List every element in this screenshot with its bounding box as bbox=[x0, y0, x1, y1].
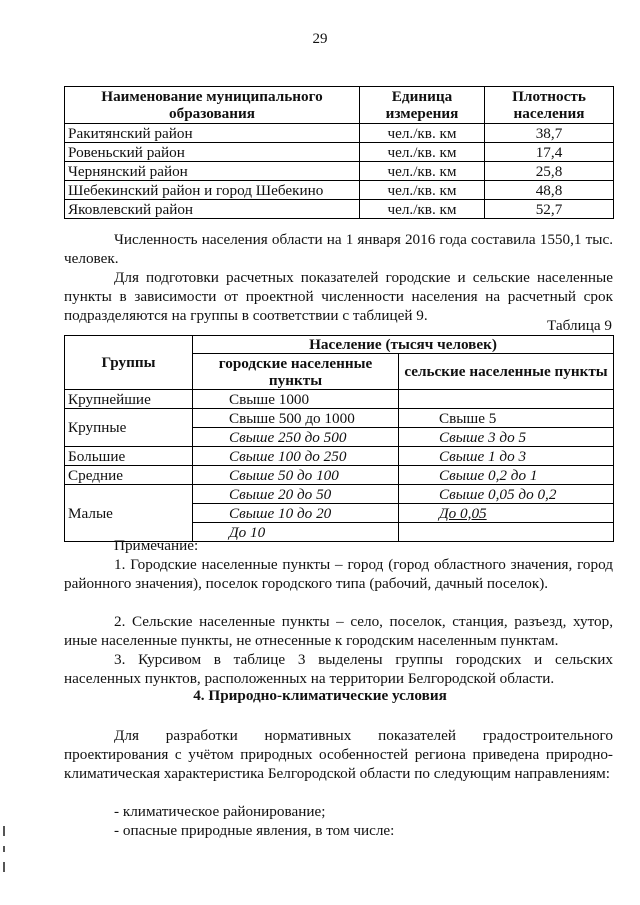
municipality-name: Чернянский район bbox=[65, 162, 360, 181]
density-value: 52,7 bbox=[485, 200, 614, 219]
table-row bbox=[65, 390, 614, 409]
urban-cell: Свыше 10 до 20 bbox=[193, 504, 399, 523]
municipality-name: Ровеньский район bbox=[65, 143, 360, 162]
group-largest: Крупнейшие bbox=[65, 390, 193, 409]
table-row bbox=[65, 485, 614, 504]
group-large: Крупные bbox=[65, 409, 193, 447]
group-small: Малые bbox=[65, 485, 193, 542]
unit-cell: чел./кв. км bbox=[360, 143, 485, 162]
density-table-header bbox=[65, 87, 614, 124]
group-big: Большие bbox=[65, 447, 193, 466]
unit-cell: чел./кв. км bbox=[360, 162, 485, 181]
table-row bbox=[65, 143, 614, 162]
page-number: 29 bbox=[312, 31, 328, 47]
urban-cell: Свыше 100 до 250 bbox=[193, 447, 399, 466]
municipality-name: Ракитянский район bbox=[65, 124, 360, 143]
rural-cell: До 0,05 bbox=[399, 504, 614, 523]
header-municipality: Наименование муниципального образования bbox=[65, 87, 360, 124]
note-1: 1. Городские населенные пункты – город (город областного значения, город районного значения), поселок городского типа (рабочий, дачный поселок). bbox=[64, 556, 613, 592]
urban-cell: Свыше 1000 bbox=[193, 390, 399, 409]
group-medium: Средние bbox=[65, 466, 193, 485]
table-row bbox=[65, 466, 614, 485]
note-title: Примечание: bbox=[114, 537, 199, 554]
bullet-hazards: - опасные природные явления, в том числе: bbox=[114, 822, 395, 839]
rural-cell: Свыше 3 до 5 bbox=[399, 428, 614, 447]
density-value: 25,8 bbox=[485, 162, 614, 181]
scan-margin-mark bbox=[3, 826, 5, 836]
section-heading: 4. Природно-климатические условия bbox=[193, 687, 447, 704]
urban-cell: Свыше 500 до 1000 bbox=[193, 409, 399, 428]
municipality-name: Яковлевский район bbox=[65, 200, 360, 219]
rural-cell: Свыше 0,2 до 1 bbox=[399, 466, 614, 485]
table-header-row bbox=[65, 336, 614, 354]
urban-cell: Свыше 20 до 50 bbox=[193, 485, 399, 504]
municipality-name: Шебекинский район и город Шебекино bbox=[65, 181, 360, 200]
unit-cell: чел./кв. км bbox=[360, 124, 485, 143]
density-value: 38,7 bbox=[485, 124, 614, 143]
rural-cell bbox=[399, 390, 614, 409]
unit-cell: чел./кв. км bbox=[360, 200, 485, 219]
header-groups: Группы bbox=[65, 336, 193, 390]
density-table bbox=[64, 86, 614, 219]
population-paragraph: Численность населения области на 1 января 2016 года составила 1550,1 тыс. человек. bbox=[64, 231, 613, 267]
table-caption: Таблица 9 bbox=[547, 317, 612, 334]
rural-cell: Свыше 1 до 3 bbox=[399, 447, 614, 466]
table-row bbox=[65, 447, 614, 466]
grouping-paragraph: Для подготовки расчетных показателей городские и сельские населенные пункты в зависимости от проектной численности населения на расчетный срок подразделяются на группы в соответствии с таблицей 9. bbox=[64, 269, 613, 324]
density-value: 17,4 bbox=[485, 143, 614, 162]
urban-cell: Свыше 250 до 500 bbox=[193, 428, 399, 447]
bullet-climate-zoning: - климатическое районирование; bbox=[114, 803, 326, 820]
table-row bbox=[65, 162, 614, 181]
header-urban: городские населенные пункты bbox=[193, 354, 399, 390]
header-density: Плотность населения bbox=[485, 87, 614, 124]
table-row bbox=[65, 409, 614, 428]
table-row bbox=[65, 181, 614, 200]
urban-cell: Свыше 50 до 100 bbox=[193, 466, 399, 485]
note-2: 2. Сельские населенные пункты – село, поселок, станция, разъезд, хутор, иные населенные пункты, не отнесенные к городским населенным пунктам. bbox=[64, 613, 613, 649]
scan-margin-mark bbox=[3, 862, 5, 872]
settlement-groups-table bbox=[64, 335, 614, 542]
header-unit: Единица измерения bbox=[360, 87, 485, 124]
climate-paragraph: Для разработки нормативных показателей градостроительного проектирования с учётом природных особенностей региона приведена природно-климатическая характеристика Белгородской области по следующим направлениям: bbox=[64, 727, 613, 782]
urban-cell: До 10 bbox=[193, 523, 399, 542]
header-population: Население (тысяч человек) bbox=[193, 336, 614, 354]
table-row bbox=[65, 200, 614, 219]
header-rural: сельские населенные пункты bbox=[399, 354, 614, 390]
scan-margin-mark bbox=[3, 846, 5, 852]
note-3: 3. Курсивом в таблице 3 выделены группы городских и сельских населенных пунктов, расположенных на территории Белгородской области. bbox=[64, 651, 613, 687]
unit-cell: чел./кв. км bbox=[360, 181, 485, 200]
rural-cell: Свыше 0,05 до 0,2 bbox=[399, 485, 614, 504]
rural-cell: Свыше 5 bbox=[399, 409, 614, 428]
table-row bbox=[65, 124, 614, 143]
density-value: 48,8 bbox=[485, 181, 614, 200]
